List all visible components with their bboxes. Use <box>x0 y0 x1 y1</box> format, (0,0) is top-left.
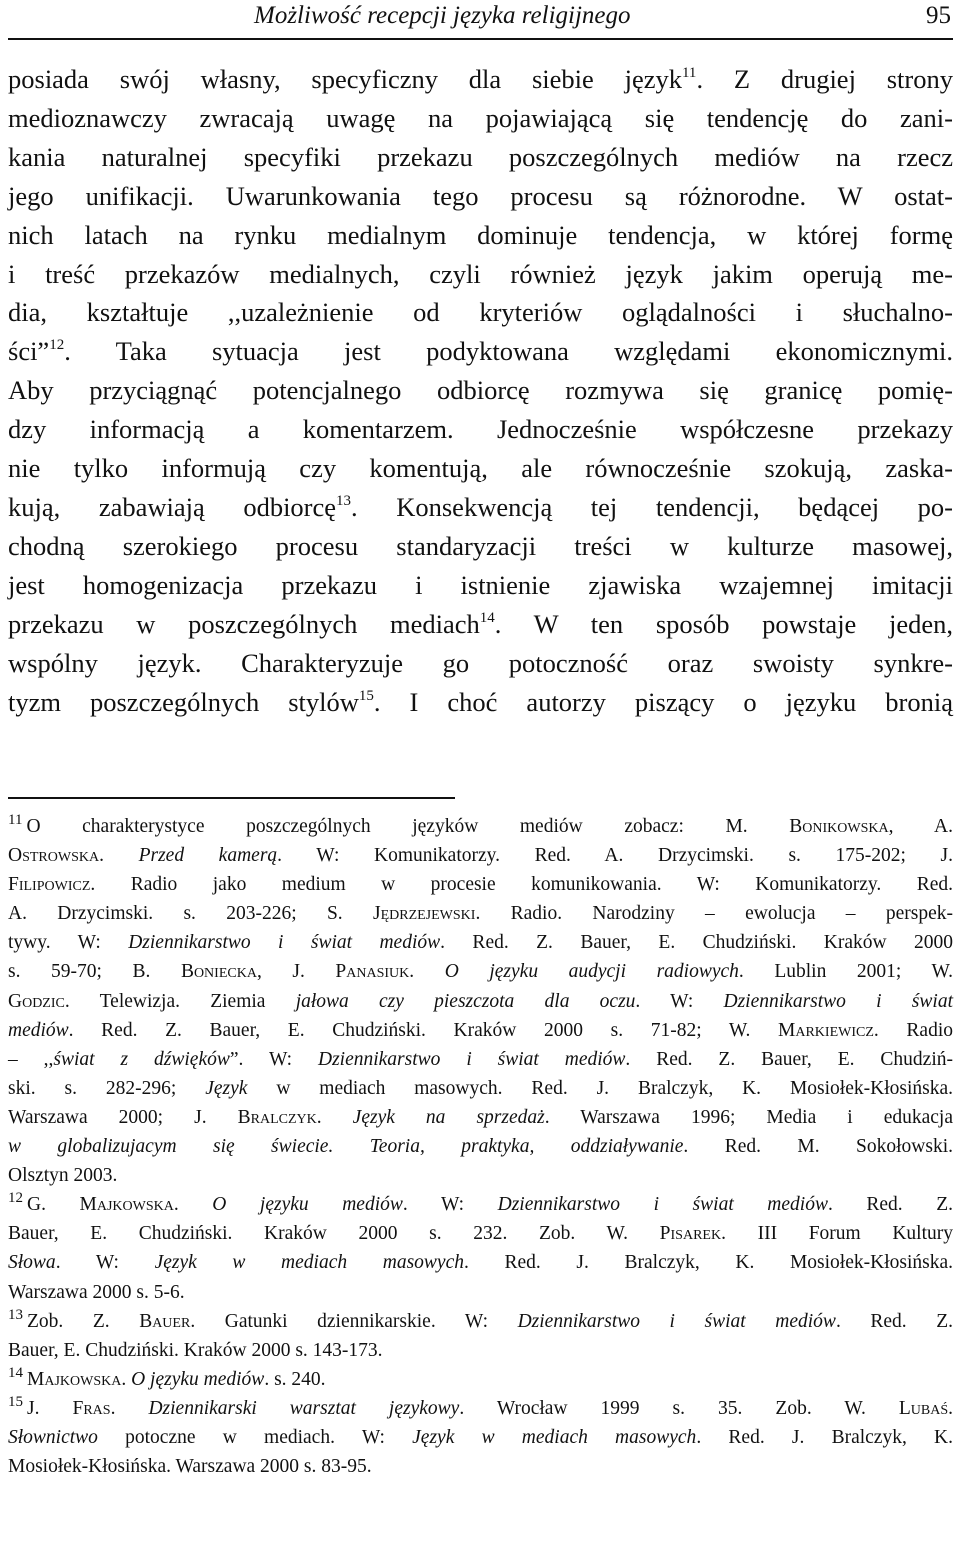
footnote-ref: 11 <box>681 65 697 81</box>
footnotes <box>8 812 953 1481</box>
body-line: i treść przekazów medialnych, czyli również język jakim operują me- <box>8 258 953 289</box>
footnote-separator <box>8 797 455 799</box>
body-text <box>8 60 953 721</box>
body-line: kania naturalnej specyfiki przekazu poszczególnych mediów na rzecz <box>8 141 953 172</box>
footnote-line: $^{14}$ Majkowska. O języku mediów. s. 240. <box>8 1364 326 1390</box>
body-line: wspólny język. Charakteryzuje go potoczność oraz swoisty synkre- <box>8 647 953 678</box>
footnote-line: Słownictwo potoczne w mediach. W: Język w mediach masowych. Red. J. Bralczyk, K. <box>8 1426 954 1448</box>
footnote-line: Słowa. W: Język w mediach masowych. Red. J. Bralczyk, K. Mosiołek-Kłosińska. <box>8 1252 954 1274</box>
page-number: 95 <box>926 2 951 29</box>
body-line: tyzm poszczególnych stylów$^{15}$. I choć autorzy piszący o języku bronią <box>8 686 953 717</box>
body-line: Aby przyciągnąć potencjalnego odbiorcę rozmywa się granicę pomię- <box>8 375 953 406</box>
footnote-line: w globalizujacym się świecie. Teoria, praktyka, oddziaływanie. Red. M. Sokołowski. <box>8 1136 953 1158</box>
footnote-line: Warszawa 2000 s. 5-6. <box>8 1281 185 1303</box>
body-line: dia, kształtuje ,,uzależnienie od kryteriów oglądalności i słuchalno- <box>8 297 953 328</box>
body-line: nie tylko informują czy komentują, ale równocześnie szokują, zaska- <box>8 453 953 484</box>
footnote-line: – ,,świat z dźwięków”. W: Dziennikarstwo i świat mediów. Red. Z. Bauer, E. Chudziń- <box>8 1048 953 1070</box>
footnote-line: mediów. Red. Z. Bauer, E. Chudziński. Kraków 2000 s. 71-82; W. Markiewicz. Radio <box>8 1019 953 1041</box>
footnote-line: Warszawa 2000; J. Bralczyk. Język na sprzedaż. Warszawa 1996; Media i edukacja <box>8 1106 954 1128</box>
footnote-number: 11 <box>8 812 23 828</box>
footnote-line: $^{12}$ G. Majkowska. O języku mediów. W: Dziennikarstwo i świat mediów. Red. Z. <box>8 1190 954 1216</box>
footnote-line: Olsztyn 2003. <box>8 1165 118 1187</box>
footnote-number: 12 <box>8 1190 23 1207</box>
footnote-number: 15 <box>8 1393 23 1410</box>
footnote-line: $^{13}$ Zob. Z. Bauer. Gatunki dziennikarskie. W: Dziennikarstwo i świat mediów. Red. Z. <box>8 1306 953 1332</box>
footnote-line: Bauer, E. Chudziński. Kraków 2000 s. 143-173. <box>8 1339 383 1361</box>
body-line: chodną szerokiego procesu standaryzacji treści w kulturze masowej, <box>8 530 953 561</box>
footnote-line: ski. s. 282-296; Język w mediach masowych. Red. J. Bralczyk, K. Mosiołek-Kłosińska. <box>8 1077 953 1099</box>
body-line: medioznawczy zwracają uwagę na pojawiającą się tendencję do zani- <box>8 102 953 133</box>
body-line: nich latach na rynku medialnym dominuje tendencja, w której formę <box>8 219 953 250</box>
footnote-line: Ostrowska. Przed kamerą. W: Komunikatorzy. Red. A. Drzycimski. s. 175-202; J. <box>8 845 954 867</box>
footnote-ref: 13 <box>336 492 352 509</box>
footnote-line: Godzic. Telewizja. Ziemia jałowa czy pieszczota dla oczu. W: Dziennikarstwo i świat <box>8 990 953 1012</box>
body-line: dzy informacją a komentarzem. Jednocześnie współczesne przekazy <box>8 414 953 445</box>
body-line: jest homogenizacja przekazu i istnienie zjawiska wzajemnej imitacji <box>8 569 953 600</box>
footnote-line: s. 59-70; B. Boniecka, J. Panasiuk. O języku audycji radiowych. Lublin 2001; W. <box>8 961 954 983</box>
footnote-ref: 12 <box>49 337 65 354</box>
footnote-number: 14 <box>8 1364 23 1381</box>
body-line: przekazu w poszczególnych mediach$^{14}$. W ten sposób powstaje jeden, <box>8 608 953 639</box>
footnote-line: tywy. W: Dziennikarstwo i świat mediów. Red. Z. Bauer, E. Chudziński. Kraków 2000 <box>8 932 953 954</box>
body-line: ści”$^{12}$. Taka sytuacja jest podyktowana względami ekonomicznymi. <box>8 336 953 367</box>
footnote-line: Mosiołek-Kłosińska. Warszawa 2000 s. 83-95. <box>8 1456 372 1478</box>
footnote-ref: 14 <box>479 609 495 626</box>
footnote-line: A. Drzycimski. s. 203-226; S. Jędrzejewski. Radio. Narodziny – ewolucja – perspek- <box>8 903 953 925</box>
footnote-line: Filipowicz. Radio jako medium w procesie komunikowania. W: Komunikatorzy. Red. <box>8 874 953 896</box>
footnote-line: $^{15}$ J. Fras. Dziennikarski warsztat językowy. Wrocław 1999 s. 35. Zob. W. Lubaś. <box>8 1393 954 1419</box>
body-line: kują, zabawiają odbiorcę$^{13}$. Konsekwencją tej tendencji, będącej po- <box>8 491 953 522</box>
footnote-ref: 15 <box>358 687 374 704</box>
body-line: posiada swój własny, specyficzny dla siebie język$^{11}$. Z drugiej strony <box>8 64 953 94</box>
running-title: Możliwość recepcji języka religijnego <box>254 2 631 29</box>
footnote-number: 13 <box>8 1306 23 1323</box>
footnote-line: Bauer, E. Chudziński. Kraków 2000 s. 232. Zob. W. Pisarek. III Forum Kultury <box>8 1223 953 1245</box>
footnote-line: $^{11}$ O charakterystyce poszczególnych języków mediów zobacz: M. Bonikowska, A. <box>8 812 953 837</box>
page-header <box>8 0 953 40</box>
body-line: jego unifikacji. Uwarunkowania tego procesu są różnorodne. W ostat- <box>8 180 953 211</box>
